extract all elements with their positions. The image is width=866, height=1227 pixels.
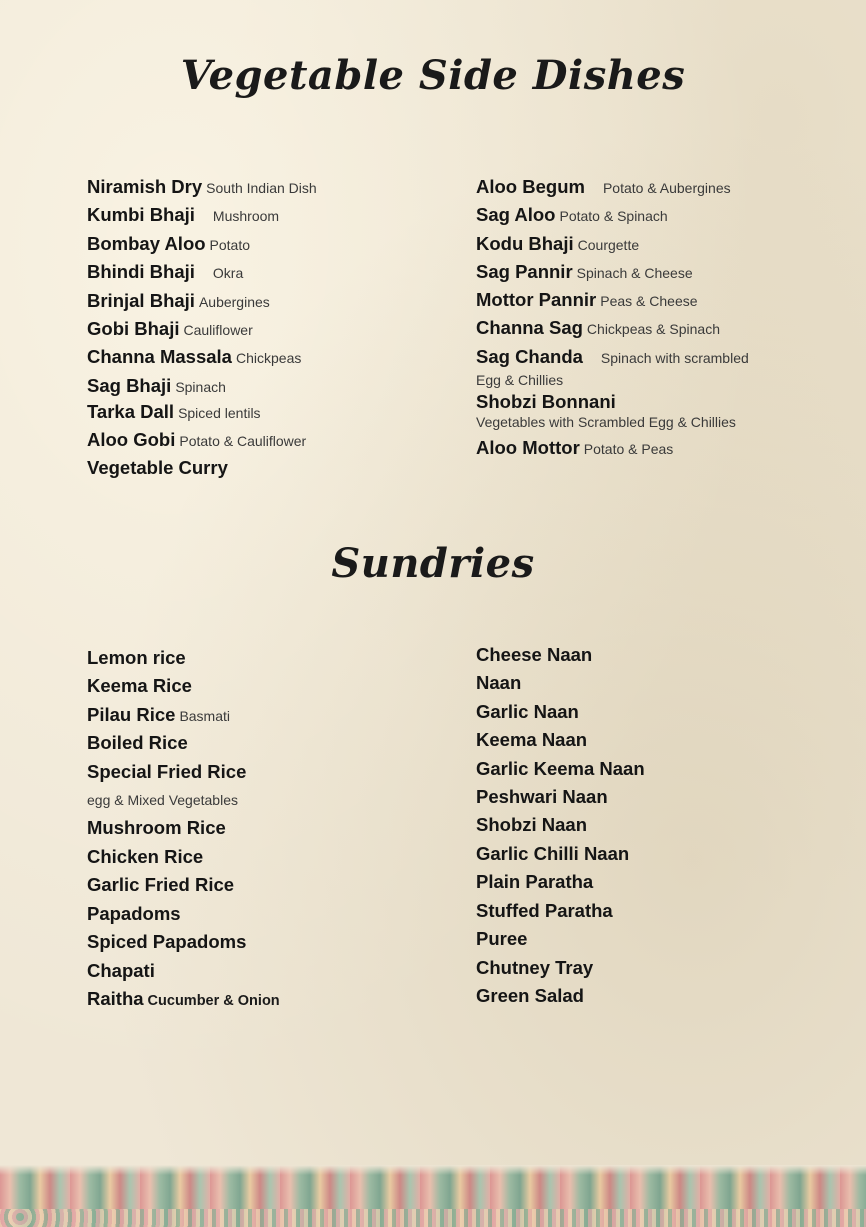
dish-name: Channa Sag — [476, 317, 583, 338]
decorative-floral-border — [0, 1165, 866, 1227]
dish-description: egg & Mixed Vegetables — [87, 792, 238, 808]
dish-name: Puree — [476, 928, 528, 949]
menu-item — [87, 204, 279, 226]
menu-item — [476, 233, 639, 255]
dish-name: Mushroom Rice — [87, 817, 226, 838]
dish-name: Bombay Aloo — [87, 233, 206, 254]
menu-item — [476, 437, 673, 459]
menu-item — [87, 732, 188, 754]
vegetable-section-title: Vegetable Side Dishes — [180, 52, 686, 99]
dish-description: Potato — [209, 237, 251, 253]
menu-item — [476, 814, 587, 836]
menu-item — [476, 317, 720, 339]
dish-description: Okra — [212, 265, 244, 281]
dish-description: South Indian Dish — [206, 180, 317, 196]
menu-item — [476, 391, 616, 413]
dish-description: Basmati — [179, 708, 231, 724]
menu-item — [87, 931, 246, 953]
dish-name: Sag Chanda — [476, 346, 583, 367]
dish-name: Garlic Fried Rice — [87, 874, 235, 895]
dish-description: Vegetables with Scrambled Egg & Chillies — [476, 414, 736, 430]
menu-item — [87, 874, 234, 896]
dish-name: Naan — [476, 672, 522, 693]
menu-item — [87, 647, 186, 669]
menu-item — [87, 704, 230, 726]
dish-name: Channa Massala — [87, 346, 232, 367]
dish-description: Spinach & Cheese — [576, 265, 693, 281]
menu-item — [476, 900, 613, 922]
dish-description: Aubergines — [198, 294, 270, 310]
menu-item — [87, 261, 243, 283]
dish-name: Aloo Gobi — [87, 429, 176, 450]
dish-name: Garlic Chilli Naan — [476, 843, 630, 864]
dish-name: Kodu Bhaji — [476, 233, 574, 254]
dish-name: Garlic Naan — [476, 701, 579, 722]
dish-name: Peshwari Naan — [476, 786, 608, 807]
menu-item — [476, 843, 629, 865]
menu-item — [476, 204, 668, 226]
menu-item — [476, 672, 521, 694]
dish-name: Bhindi Bhaji — [87, 261, 195, 282]
dish-name: Shobzi Bonnani — [476, 391, 616, 412]
menu-item — [476, 346, 749, 368]
dish-name: Aloo Begum — [476, 176, 585, 197]
menu-item — [87, 346, 301, 368]
dish-name: Chicken Rice — [87, 846, 204, 867]
dish-name: Keema Naan — [476, 729, 588, 750]
dish-name: Pilau Rice — [87, 704, 176, 725]
dish-name: Chapati — [87, 960, 155, 981]
dish-description: Chickpeas — [235, 350, 302, 366]
menu-item — [87, 176, 317, 198]
dish-name: Sag Bhaji — [87, 375, 172, 396]
menu-item — [476, 871, 593, 893]
menu-item — [87, 318, 253, 340]
dish-name: Papadoms — [87, 903, 181, 924]
menu-item — [87, 960, 155, 982]
dish-description: Potato & Cauliflower — [179, 433, 307, 449]
dish-description: Potato & Peas — [583, 441, 674, 457]
dish-name: Garlic Keema Naan — [476, 758, 645, 779]
dish-description: Cucumber & Onion — [147, 993, 280, 1009]
menu-item — [476, 701, 579, 723]
dish-description: Peas & Cheese — [600, 293, 698, 309]
dish-name: Mottor Pannir — [476, 289, 597, 310]
dish-description-continued: Egg & Chillies — [476, 372, 564, 388]
dish-description: Spinach with scrambled — [600, 350, 749, 366]
menu-item — [87, 903, 181, 925]
dish-name: Lemon rice — [87, 647, 186, 668]
dish-description: Cauliflower — [183, 322, 253, 338]
dish-name: Boiled Rice — [87, 732, 188, 753]
menu-item — [87, 988, 280, 1010]
dish-description: Spiced lentils — [178, 405, 261, 421]
dish-name: Cheese Naan — [476, 644, 593, 665]
menu-item — [87, 233, 250, 255]
menu-item — [87, 817, 226, 839]
dish-name: Chutney Tray — [476, 957, 594, 978]
menu-item — [476, 786, 608, 808]
menu-item — [87, 675, 192, 697]
dish-name: Tarka Dall — [87, 401, 175, 422]
menu-item — [476, 261, 693, 283]
menu-item — [87, 846, 203, 868]
dish-name: Sag Pannir — [476, 261, 573, 282]
dish-name: Gobi Bhaji — [87, 318, 180, 339]
dish-name: Spiced Papadoms — [87, 931, 247, 952]
menu-item — [476, 985, 584, 1007]
menu-item — [476, 928, 527, 950]
dish-name: Vegetable Curry — [87, 457, 228, 478]
dish-name: Shobzi Naan — [476, 814, 588, 835]
dish-name: Stuffed Paratha — [476, 900, 613, 921]
dish-description: Potato & Spinach — [559, 208, 668, 224]
menu-item — [476, 644, 592, 666]
dish-description: Mushroom — [212, 208, 280, 224]
menu-item — [476, 758, 645, 780]
dish-name: Keema Rice — [87, 675, 192, 696]
menu-item — [476, 176, 731, 198]
menu-item — [87, 375, 226, 397]
dish-name: Kumbi Bhaji — [87, 204, 195, 225]
menu-item — [476, 957, 593, 979]
dish-description: Chickpeas & Spinach — [586, 321, 720, 337]
dish-name: Sag Aloo — [476, 204, 556, 225]
sundries-section-title: Sundries — [331, 540, 535, 587]
dish-name: Plain Paratha — [476, 871, 594, 892]
menu-item — [476, 729, 587, 751]
menu-item — [87, 761, 246, 783]
menu-item — [476, 289, 698, 311]
dish-name: Special Fried Rice — [87, 761, 247, 782]
dish-description: Courgette — [577, 237, 640, 253]
menu-item — [87, 401, 261, 423]
menu-item — [87, 290, 270, 312]
dish-name: Niramish Dry — [87, 176, 203, 197]
menu-item — [87, 429, 306, 451]
dish-name: Brinjal Bhaji — [87, 290, 195, 311]
dish-name: Aloo Mottor — [476, 437, 580, 458]
menu-item — [87, 457, 228, 479]
dish-name: Raitha — [87, 988, 144, 1009]
dish-description: Spinach — [175, 379, 226, 395]
dish-description: Potato & Aubergines — [602, 180, 731, 196]
dish-name: Green Salad — [476, 985, 584, 1006]
